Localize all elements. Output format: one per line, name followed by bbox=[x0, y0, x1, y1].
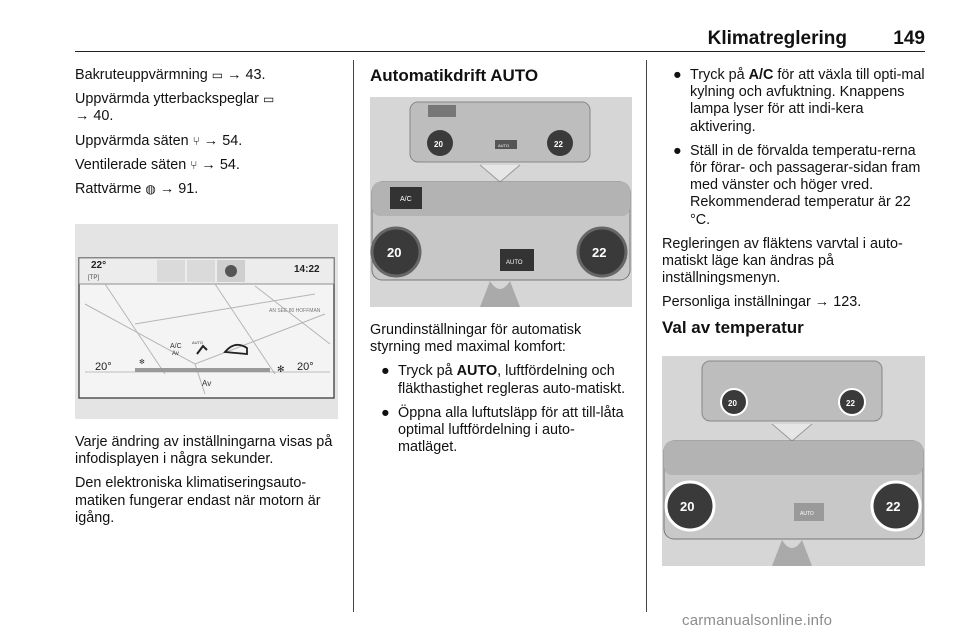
heated-seat-icon: ⑂ bbox=[192, 133, 200, 148]
bullet-temperature: ● Ställ in de förvalda temperatu-rerna för förar- och passagerar-sidan fram med vänster och höger vred. Rekommenderad temperatur är 22 °C. bbox=[673, 142, 921, 228]
column-divider-1 bbox=[353, 60, 354, 612]
bullet-dot-icon: ● bbox=[381, 404, 390, 421]
steering-heat-icon: ◍ bbox=[145, 182, 156, 197]
left-column bbox=[75, 67, 345, 205]
rear-window-heat-icon: ▭ bbox=[211, 68, 224, 82]
heading-temperature: Val av temperatur bbox=[662, 317, 804, 337]
bullet-dot-icon: ● bbox=[381, 363, 390, 380]
left-knob-small-label: 20 bbox=[434, 140, 443, 149]
bullet-dot-icon: ● bbox=[673, 142, 682, 159]
nav-icon bbox=[225, 265, 237, 277]
auto-button-label: AUTO bbox=[506, 260, 523, 266]
auto-button-label: AUTO bbox=[800, 511, 814, 517]
tab-phone bbox=[187, 260, 215, 282]
display-ac-sub: Av bbox=[172, 351, 179, 357]
paragraph-personal-settings: Personliga inställningar → 123. bbox=[662, 294, 862, 311]
middle-column-text bbox=[370, 322, 632, 463]
bullet-dot-icon: ● bbox=[673, 67, 682, 83]
climate-panel-svg bbox=[370, 97, 632, 307]
left-knob-label: 20 bbox=[387, 245, 402, 260]
fan-large-icon: ✻ bbox=[277, 364, 285, 374]
paragraph-intro: Grundinställningar för automatisk styrning med maximal komfort: bbox=[370, 322, 582, 356]
watermark: carmanualsonline.info bbox=[682, 612, 833, 629]
ac-button-label: A/C bbox=[400, 196, 412, 203]
display-fan-off: Av bbox=[202, 379, 212, 388]
ref-rear-window: Bakruteuppvärmning ▭ → 43. bbox=[75, 67, 266, 83]
ac-button-small bbox=[428, 105, 456, 117]
left-knob-small-label: 20 bbox=[728, 399, 737, 408]
right-column bbox=[662, 67, 926, 346]
page-number: 149 bbox=[893, 28, 925, 49]
page-ref-arrow-icon: → bbox=[814, 294, 830, 311]
bullet-ac: ● Tryck på A/C för att växla till opti-mal kylning och avfuktning. Knappens lampa lyser för att indi-kera aktivering. bbox=[673, 67, 925, 135]
fan-small-icon: ✻ bbox=[139, 359, 145, 366]
climate-panel-temp-svg bbox=[662, 356, 925, 566]
page-ref-arrow-icon: → bbox=[201, 156, 216, 173]
display-clock: 14:22 bbox=[294, 264, 320, 275]
right-knob-label: 22 bbox=[886, 499, 901, 514]
display-temp-left: 20° bbox=[95, 361, 112, 373]
fan-bar bbox=[135, 368, 270, 372]
tab-music bbox=[157, 260, 185, 282]
mirror-heat-icon: ▭ bbox=[262, 92, 275, 107]
infodisplay-svg bbox=[75, 224, 338, 419]
paragraph-fan-speed: Regleringen av fläktens varvtal i auto-matiskt läge kan ändras på inställningsmenyn. bbox=[662, 235, 903, 287]
gear-lever bbox=[480, 281, 520, 307]
left-column-text bbox=[75, 434, 345, 534]
climate-panel-illustration-temp bbox=[662, 356, 925, 566]
ref-heated-seat: Uppvärmda säten ⑂ → 54. bbox=[75, 132, 243, 149]
page-ref-arrow-icon: → bbox=[227, 67, 242, 83]
infodisplay-illustration bbox=[75, 224, 338, 419]
column-divider-2 bbox=[646, 60, 647, 612]
ref-steering-heat: Rattvärme ◍ → 91. bbox=[75, 181, 199, 198]
gear-lever bbox=[772, 540, 812, 566]
paragraph-engine-info: Den elektroniska klimatiseringsauto-matiken fungerar endast när motorn är igång. bbox=[75, 475, 321, 526]
display-temp-top: 22° bbox=[91, 260, 107, 271]
page-header bbox=[75, 26, 925, 52]
right-knob-label: 22 bbox=[592, 245, 607, 260]
climate-panel-illustration-auto bbox=[370, 97, 632, 307]
display-auto: AUTO bbox=[192, 340, 204, 345]
display-ac: A/C bbox=[170, 343, 182, 350]
page-title: Klimatreglering bbox=[707, 28, 847, 49]
middle-column bbox=[370, 67, 632, 94]
button-row bbox=[664, 441, 923, 475]
ventilated-seat-icon: ⑂ bbox=[190, 157, 198, 172]
display-street: AN SEE 80 HOFFMAN bbox=[269, 308, 321, 314]
right-knob-small-label: 22 bbox=[846, 399, 855, 408]
callout-arrow bbox=[772, 424, 812, 441]
right-knob-small-label: 22 bbox=[554, 140, 563, 149]
ref-mirror: Uppvärmda ytterbackspeglar ▭ → 40. bbox=[75, 91, 275, 125]
ref-ventilated-seat: Ventilerade säten ⑂ → 54. bbox=[75, 156, 240, 173]
paragraph-display-info: Varje ändring av inställningarna visas på infodisplayen i några sekunder. bbox=[75, 434, 333, 468]
bullet-auto: ● Tryck på AUTO, luftfördelning och fläkthastighet regleras auto-matiskt. bbox=[381, 363, 626, 397]
page-ref-arrow-icon: → bbox=[203, 132, 219, 149]
display-temp-right: 20° bbox=[297, 361, 314, 373]
bullet-vents: ● Öppna alla luftutsläpp för att till-låta optimal luftfördelning i auto-matläget. bbox=[381, 404, 624, 456]
callout-arrow bbox=[480, 165, 520, 182]
page-ref-arrow-icon: → bbox=[159, 181, 175, 198]
auto-button-small-label: AUTO bbox=[498, 143, 510, 148]
page-ref-arrow-icon: → bbox=[75, 108, 90, 125]
display-tp: [TP] bbox=[88, 275, 100, 281]
heading-auto-mode: Automatikdrift AUTO bbox=[370, 66, 539, 85]
left-knob-label: 20 bbox=[680, 499, 695, 514]
